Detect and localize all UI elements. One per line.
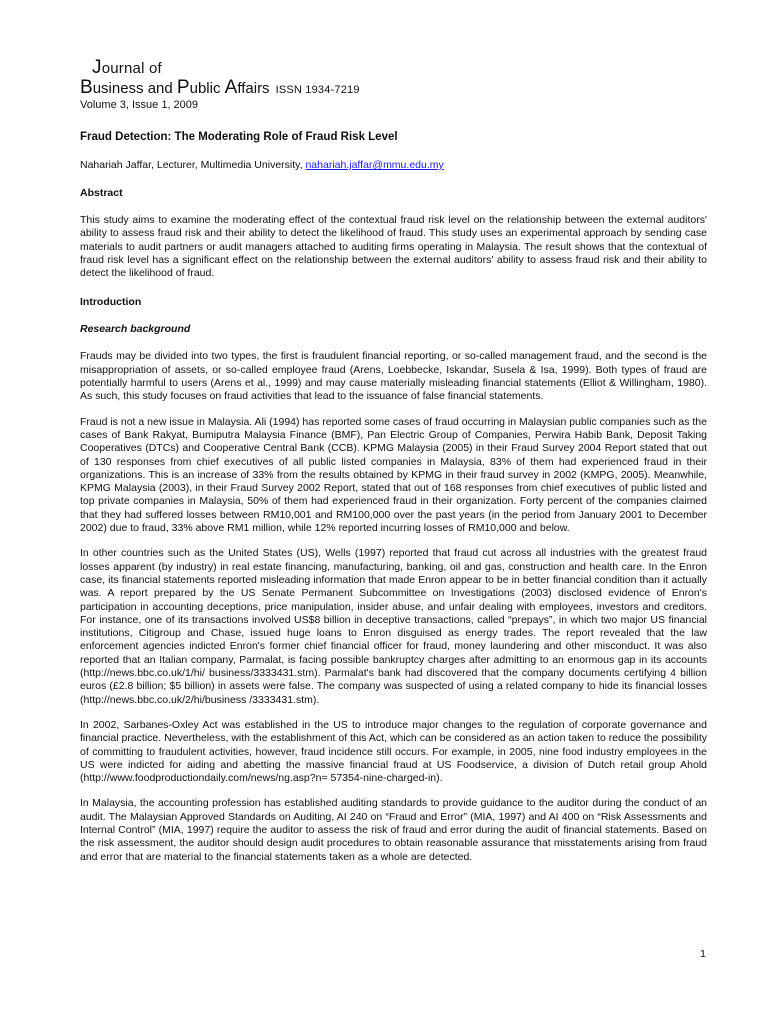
page-content (80, 58, 707, 864)
volume-issue: Volume 3, Issue 1, 2009 (80, 99, 199, 111)
journal-name-line2: Business and Public Affairs ISSN 1934-7219 (80, 77, 360, 98)
issn-label: ISSN 1934-7219 (275, 84, 360, 96)
research-background-heading: Research background (80, 323, 191, 336)
paragraph-auditing-standards: In Malaysia, the accounting profession has established auditing standards to provide guidance to the auditor during the conduct of an audit. The Malaysian Approved Standards on Auditing, AI 240 on “Fraud and Error” (MIA, 1997) and AI 400 on “Risk Assessments and Internal Control” (MIA, 1997) require the auditor to assess the risk of fraud and error during the audit of financial statements. Based on the risk assessment, the auditor should design audit procedures to obtain reasonable assurance that misstatements arising from fraud and error that are material to the financial statements taken as a whole are detected. (80, 797, 707, 863)
author-line (80, 159, 707, 171)
author-email-link[interactable]: nahariah.jaffar@mmu.edu.my (305, 159, 444, 171)
abstract-text: This study aims to examine the moderating effect of the contextual fraud risk level on the relationship between the external auditors' ability to assess fraud risk and their ability to detect the likelihood of fraud. This study uses an experimental approach by sending case materials to audit partners or audit managers attached to auditing firms operating in Malaysia. The result shows that the contextual of fraud risk level has a significant effect on the relationship between the external auditors' ability to assess fraud risk and their ability to detect the likelihood of fraud. (80, 214, 707, 280)
paragraph-other-countries: In other countries such as the United States (US), Wells (1997) reported that fraud cut across all industries with the greatest fraud losses apparent (by industry) in real estate financing, manufacturing, banking, oil and gas, construction and health care. In the Enron case, its financial statements reported misleading information that made Enron appear to be in better financial condition than it actually was. A report prepared by the US Senate Permanent Subcommittee on Investigations (2003) disclosed evidence of Enron's participation in accounting deceptions, price manipulation, insider abuse, and unfair dealing with employees, investors and creditors. For instance, one of its transactions involved US$8 billion in deceptive transactions, called “prepays”, in which two major US financial institutions, Citigroup and Chase, issued huge loans to Enron disguised as energy trades. The report revealed that the law enforcement agencies indicted Enron's former chief financial officer for fraud, money laundering and other misconduct. It was also reported that an Italian company, Parmalat, is facing possible bankruptcy charges after admitting to an enormous gap in its accounts (http://news.bbc.co.uk/1/hi/ business/3333431.stm). Parmalat's bank had discovered that the company documents certifying 4 billion euros (£2.8 billion; $5 billion) in assets were false. The company was suspected of using a related company to hide its financial losses (http://news.bbc.co.uk/2/hi/business /3333431.stm). (80, 547, 707, 706)
article-title: Fraud Detection: The Moderating Role of Fraud Risk Level (80, 131, 398, 143)
paragraph-fraud-malaysia: Fraud is not a new issue in Malaysia. Ali (1994) has reported some cases of fraud occurring in Malaysian public companies such as the cases of Bank Rakyat, Bumiputra Malaysia Finance (BMF), Pan Electric Group of Companies, Perwira Habib Bank, Deposit Taking Cooperatives (DTCs) and Cooperative Central Bank (CCB). KPMG Malaysia (2005) in their Fraud Survey 2004 Report stated that out of 130 responses from chief executives of all public listed companies in Malaysia, 83% of them had experienced fraud in their organizations. This is an increase of 33% from the results obtained by KPMG in their fraud survey in 2002 (KMPG, 2005). Meanwhile, KPMG Malaysia (2003), in their Fraud Survey 2002 Report, stated that out of 168 responses from chief executives of public listed and top private companies in Malaysia, 50% of them had experienced fraud in their organization. Forty percent of the companies claimed that they had suffered losses between RM10,001 and RM100,000 over the past years (in the period from January 2001 to December 2002) due to fraud, 33% above RM1 million, while 12% reported incurring losses of RM10,000 and below. (80, 415, 707, 535)
paragraph-sarbanes-oxley: In 2002, Sarbanes-Oxley Act was established in the US to introduce major changes to the regulation of corporate governance and financial practice. Nevertheless, with the establishment of this Act, which can be considered as an action taken to reduce the possibility of committing to fraudulent activities, however, fraud incidence still occurs. For example, in 2005, nine food industry employees in the US were indicted for aiding and abetting the massive financial fraud at US Foodservice, a division of Dutch retail group Ahold (http://www.foodproductiondaily.com/news/ng.asp?n= 57354-nine-charged-in). (80, 718, 707, 785)
journal-masthead (80, 58, 707, 111)
page-number: 1 (700, 948, 706, 960)
introduction-heading: Introduction (80, 296, 142, 309)
paragraph-fraud-types: Frauds may be divided into two types, the first is fraudulent financial reporting, or so-called management fraud, and the second is the misappropriation of assets, or so-called employee fraud (Arens, Loebbecke, Iskandar, Susela & Isa, 1999). Both types of fraud are potentially harmful to users (Arens et al., 1999) and may cause materially misleading financial statements (Elliot & Willingham, 1980). As such, this study focuses on fraud activities that lead to the issuance of false financial statements. (80, 350, 707, 403)
abstract-heading: Abstract (80, 187, 123, 199)
journal-name-line1: Journal of (92, 57, 162, 78)
author-info: Nahariah Jaffar, Lecturer, Multimedia University, (80, 159, 303, 171)
